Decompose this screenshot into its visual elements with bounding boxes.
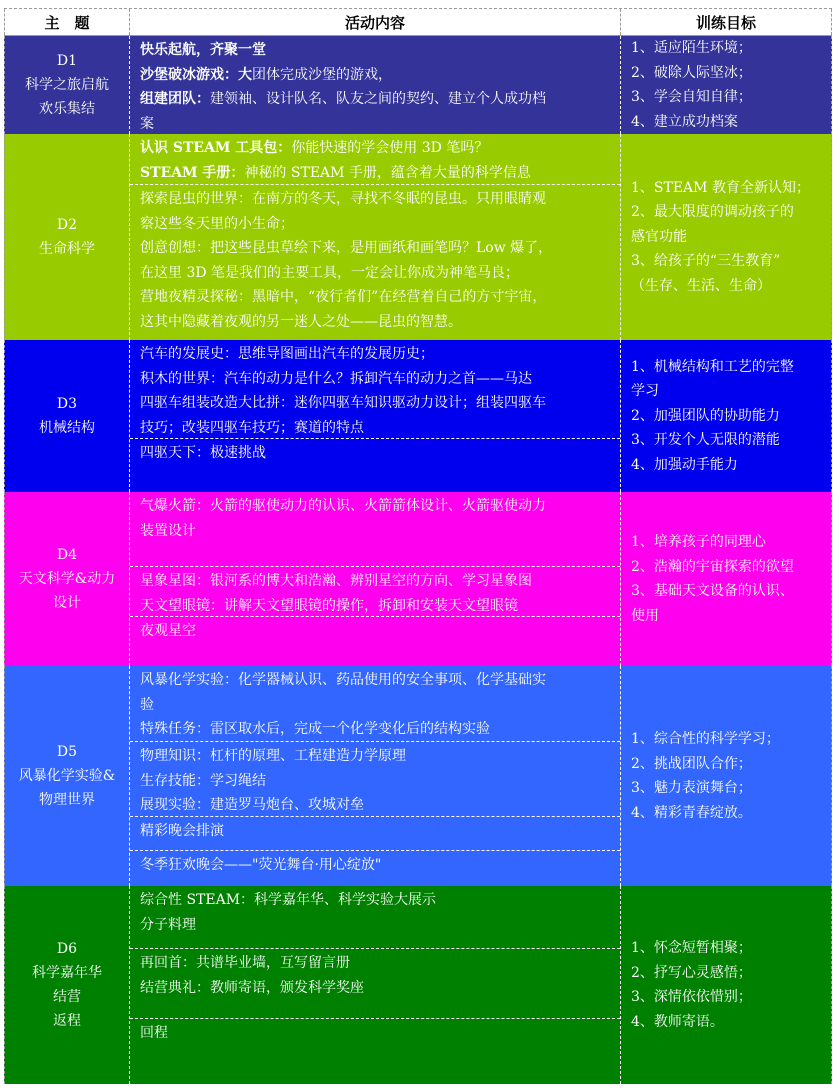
activity-item: 风暴化学实验：化学器械认识、药品使用的安全事项、化学基础实 (140, 672, 546, 688)
goal-item: 1、综合性的科学学习； (631, 731, 780, 747)
theme-title: 返程 (53, 1013, 81, 1029)
activity-item: 探索昆虫的世界：在南方的冬天，寻找不冬眠的昆虫。只用眼睛观 (140, 191, 546, 207)
activity-block (130, 741, 620, 818)
activity-item: 案 (140, 115, 154, 132)
activity-block (130, 850, 620, 878)
theme-cell (4, 666, 130, 886)
row-d2 (4, 134, 832, 340)
theme-cell (4, 340, 130, 492)
goal-item: 使用 (631, 607, 659, 624)
goal-item: 1、培养孩子的同理心 (631, 534, 766, 550)
activity-item: 生存技能：学习绳结 (140, 772, 266, 789)
activity-item: 汽车的发展史：思维导图画出汽车的发展历史； (140, 346, 434, 362)
goal-cell (621, 134, 832, 340)
day-label: D2 (56, 217, 78, 233)
activity-cell (130, 492, 621, 666)
activity-item: 沙堡破冰游戏：大团体完成沙堡的游戏， (140, 66, 392, 83)
goal-item: 1、适应陌生环境； (631, 40, 752, 56)
activity-cell (130, 666, 621, 886)
activity-item: 特殊任务：雷区取水后，完成一个化学变化后的结构实验 (140, 721, 490, 737)
activity-item: STEAM 手册：神秘的 STEAM 手册，蕴含着大量的科学信息 (140, 164, 531, 181)
activity-item: 精彩晚会排演 (140, 823, 224, 839)
row-d1 (4, 36, 832, 134)
goal-cell (621, 492, 832, 666)
activity-block (130, 184, 620, 334)
activity-block (130, 616, 620, 644)
activity-block (130, 566, 620, 618)
activity-item: 夜观星空 (140, 623, 196, 639)
activity-cell (130, 134, 621, 340)
theme-title: 物理世界 (39, 792, 95, 808)
activity-block (130, 948, 620, 1000)
row-d4 (4, 492, 832, 666)
theme-title: 机械结构 (39, 420, 95, 436)
activity-item: 回程 (140, 1025, 168, 1041)
activity-item: 结营典礼：教师寄语，颁发科学奖座 (140, 979, 364, 996)
theme-cell (4, 492, 130, 666)
row-d6 (4, 886, 832, 1084)
header-goal: 训练目标 (621, 9, 832, 35)
row-d3 (4, 340, 832, 492)
theme-title: 科学嘉年华 (32, 965, 102, 981)
activity-item: 这其中隐藏着夜观的另一迷人之处——昆虫的智慧。 (140, 313, 462, 330)
goal-item: 1、STEAM 教育全新认知； (631, 179, 810, 196)
activity-item: 气爆火箭：火箭的驱使动力的认识、火箭箭体设计、火箭驱使动力 (140, 498, 546, 514)
header-theme: 主 题 (4, 9, 130, 35)
goal-item: 3、给孩子的“三生教育” (631, 253, 781, 270)
activity-item: 天文望眼镜：讲解天文望眼镜的操作，拆卸和安装天文望眼镜 (140, 597, 518, 614)
goal-item: 4、建立成功档案 (631, 113, 738, 130)
theme-cell (4, 134, 130, 340)
goal-item: 3、基础天文设备的认识、 (631, 583, 794, 599)
activity-item: 冬季狂欢晚会——"荧光舞台·用心绽放" (140, 857, 382, 873)
activity-item: 组建团队：建领袖、设计队名、队友之间的契约、建立个人成功档 (140, 91, 546, 107)
activity-item: 快乐起航，齐聚一堂 (140, 42, 266, 58)
activity-block (130, 1018, 620, 1046)
goal-cell (621, 886, 832, 1084)
activity-block (130, 492, 620, 543)
goal-cell (621, 36, 832, 134)
goal-item: 学习 (631, 383, 659, 400)
activity-item: 营地夜精灵探秘：黑暗中，“夜行者们”在经营着自己的方寸宇宙， (140, 289, 547, 305)
goal-item: 1、机械结构和工艺的完整 (631, 358, 794, 375)
goal-item: 4、加强动手能力 (631, 456, 738, 473)
theme-title: 结营 (53, 989, 81, 1005)
day-label: D3 (56, 396, 78, 412)
activity-block (130, 666, 620, 742)
activity-item: 创意创想：把这些昆虫草绘下来，是用画纸和画笔吗？Low 爆了， (140, 240, 553, 256)
activity-block (130, 134, 620, 185)
goal-item: （生存、生活、生命） (631, 277, 771, 294)
goal-item: 3、开发个人无限的潜能 (631, 432, 780, 449)
activity-block (130, 36, 620, 136)
goal-item: 2、抒写心灵感悟； (631, 964, 752, 981)
goal-item: 1、怀念短暂相聚； (631, 940, 752, 956)
theme-title: 天文科学&动力 (18, 571, 116, 587)
activity-item: 分子料理 (140, 916, 196, 933)
activity-item: 认识 STEAM 工具包：你能快速的学会使用 3D 笔吗？ (140, 140, 489, 156)
row-d5 (4, 666, 832, 886)
header-activity: 活动内容 (130, 9, 621, 35)
goal-item: 4、教师寄语。 (631, 1013, 724, 1030)
activity-cell (130, 36, 621, 134)
theme-cell (4, 886, 130, 1084)
activity-item: 察这些冬天里的小生命； (140, 215, 294, 232)
activity-item: 验 (140, 696, 154, 713)
activity-item: 装置设计 (140, 522, 196, 539)
theme-title: 生命科学 (39, 241, 95, 257)
goal-item: 2、破除人际坚冰； (631, 64, 752, 81)
activity-block (130, 438, 620, 466)
day-label: D6 (56, 941, 78, 957)
activity-item: 展现实验：建造罗马炮台、攻城对垒 (140, 797, 364, 813)
activity-item: 物理知识：杠杆的原理、工程建造力学原理 (140, 748, 406, 764)
goal-item: 2、浩瀚的宇宙探索的欲望 (631, 558, 794, 575)
table-header (4, 8, 832, 36)
theme-title: 设计 (53, 595, 81, 611)
activity-item: 综合性 STEAM：科学嘉年华、科学实验大展示 (140, 892, 437, 908)
activity-cell (130, 886, 621, 1084)
activity-item: 再回首：共谱毕业墙，互写留言册 (140, 955, 350, 971)
theme-title: 科学之旅启航 (25, 77, 109, 93)
activity-block (130, 816, 620, 844)
activity-cell (130, 340, 621, 492)
goal-item: 感官功能 (631, 228, 687, 245)
goal-item: 2、挑战团队合作； (631, 755, 752, 772)
goal-cell (621, 666, 832, 886)
activity-block (130, 886, 620, 937)
goal-item: 3、深情依依惜别； (631, 989, 752, 1005)
activity-item: 技巧；改装四驱车技巧；赛道的特点 (140, 419, 364, 436)
theme-title: 欢乐集结 (39, 101, 95, 117)
goal-item: 2、最大限度的调动孩子的 (631, 204, 794, 221)
theme-title: 风暴化学实验& (18, 768, 116, 784)
goal-item: 4、精彩青春绽放。 (631, 804, 752, 821)
day-label: D5 (56, 744, 78, 760)
activity-item: 四驱车组装改造大比拼：迷你四驱车知识驱动力设计；组装四驱车 (140, 395, 546, 411)
goal-item: 3、学会自知自律； (631, 89, 752, 105)
day-label: D1 (56, 53, 78, 69)
goal-item: 2、加强团队的协助能力 (631, 407, 780, 424)
goal-cell (621, 340, 832, 492)
activity-item: 四驱天下：极速挑战 (140, 445, 266, 461)
activity-block (130, 340, 620, 440)
activity-item: 星象星图：银河系的博大和浩瀚、辨别星空的方向、学习星象图 (140, 573, 532, 589)
day-label: D4 (56, 547, 78, 563)
activity-item: 在这里 3D 笔是我们的主要工具，一定会让你成为神笔马良； (140, 264, 520, 281)
activity-item: 积木的世界：汽车的动力是什么？拆卸汽车的动力之首——马达 (140, 370, 532, 387)
goal-item: 3、魅力表演舞台； (631, 780, 752, 796)
theme-cell (4, 36, 130, 134)
